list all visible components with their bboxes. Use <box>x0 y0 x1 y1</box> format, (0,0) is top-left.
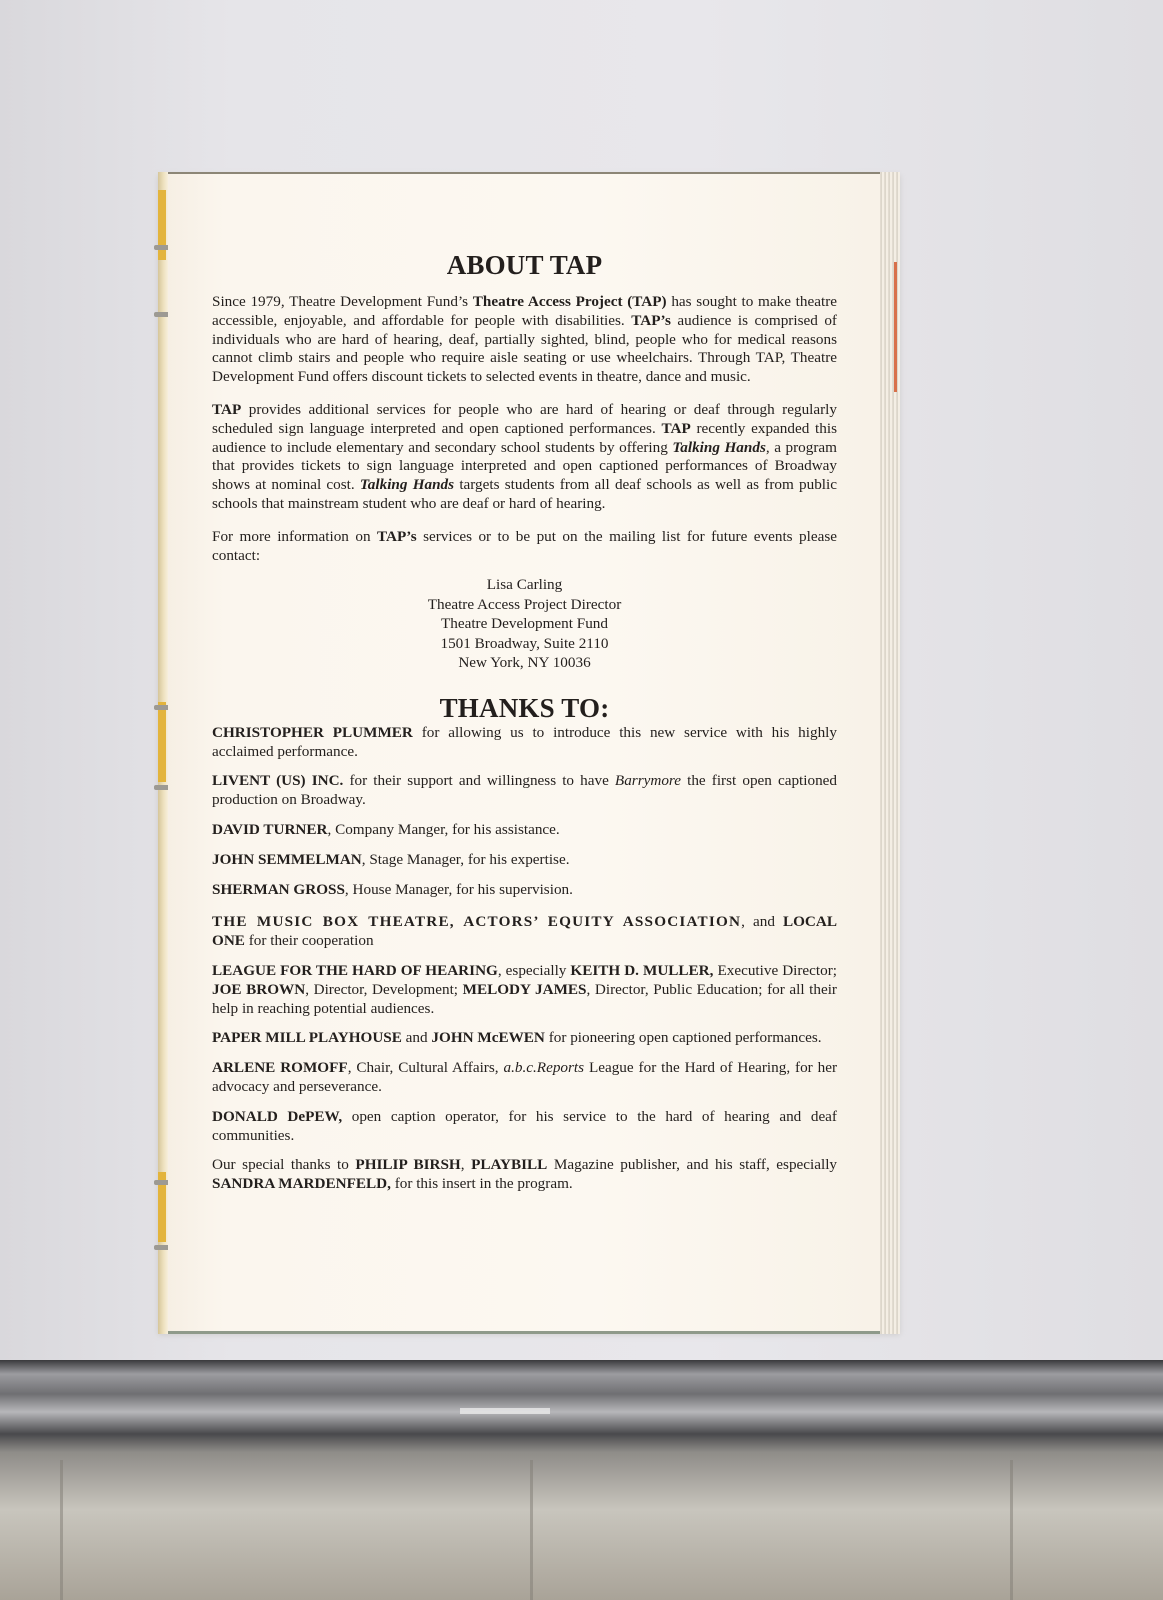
scanner-streak <box>530 1460 533 1600</box>
about-paragraph-2: TAP provides additional services for people who are hard of hearing or deaf through regularly scheduled sign language interpreted and open captioned performances. TAP recently expanded this audience to include elementary and secondary school students by offering Talking Hands, a program that provides tickets to sign language interpreted and open captioned performances of Broadway shows at nominal cost. Talking Hands targets students from all deaf schools as well as from public schools that mainstream student who are deaf or hard of hearing. <box>212 400 837 512</box>
thanks-plummer: CHRISTOPHER PLUMMER for allowing us to introduce this new service with his highly acclaimed performance. <box>212 723 837 760</box>
scanner-lid-edge <box>0 1360 1163 1600</box>
thanks-heading: THANKS TO: <box>439 692 610 723</box>
program-insert-page <box>168 172 880 1334</box>
thanks-gross: SHERMAN GROSS, House Manager, for his supervision. <box>212 880 573 898</box>
thanks-turner: DAVID TURNER, Company Manger, for his assistance. <box>212 821 560 839</box>
thanks-paper-mill: PAPER MILL PLAYHOUSE and JOHN McEWEN for pioneering open captioned performances. <box>212 1029 822 1047</box>
thanks-music-box: THE MUSIC BOX THEATRE, ACTORS’ EQUITY ASSOCIATION, and LOCAL ONE for their cooperation <box>212 913 837 950</box>
contact-org: Theatre Development Fund <box>440 615 608 633</box>
contact-role: Theatre Access Project Director <box>427 595 622 613</box>
booklet-page-edges <box>878 172 900 1334</box>
contact-city: New York, NY 10036 <box>458 654 591 672</box>
cover-accent <box>894 262 897 392</box>
thanks-league: LEAGUE FOR THE HARD OF HEARING, especially KEITH D. MULLER, Executive Director; JOE BROWN, Director, Development; MELODY JAMES, Director, Public Education; for all their help in reaching potential audiences. <box>212 962 838 1017</box>
thanks-depew: DONALD DePEW, open caption operator, for his service to the hard of hearing and deaf communities. <box>212 1107 837 1144</box>
scanner-streak <box>60 1460 63 1600</box>
binding-tab <box>158 702 166 782</box>
contact-block <box>212 575 837 673</box>
thanks-semmelman: JOHN SEMMELMAN, Stage Manager, for his expertise. <box>212 850 570 868</box>
contact-street: 1501 Broadway, Suite 2110 <box>440 634 609 652</box>
thanks-special: Our special thanks to PHILIP BIRSH, PLAYBILL Magazine publisher, and his staff, especially SANDRA MARDENFELD, for this insert in the program. <box>212 1156 838 1193</box>
thanks-romoff: ARLENE ROMOFF, Chair, Cultural Affairs, a.b.c.Reports League for the Hard of Hearing, for her advocacy and perseverance. <box>212 1059 838 1096</box>
contact-name: Lisa Carling <box>486 576 563 594</box>
scanner-streak <box>1010 1460 1013 1600</box>
about-heading: ABOUT TAP <box>446 250 603 280</box>
about-paragraph-3: For more information on TAP’s services or to be put on the mailing list for future events please contact: <box>212 527 837 564</box>
thanks-livent: LIVENT (US) INC. for their support and willingness to have Barrymore the first open captioned production on Broadway. <box>212 772 838 809</box>
page-content <box>212 250 837 1194</box>
scanner-glint <box>460 1408 550 1414</box>
booklet-spine <box>158 172 168 1334</box>
about-paragraph-1: Since 1979, Theatre Development Fund’s Theatre Access Project (TAP) has sought to make theatre accessible, enjoyable, and affordable for people with disabilities. TAP’s audience is comprised of individuals who are hard of hearing, deaf, partially sighted, blind, people who for medical reasons cannot climb stairs and people who require aisle seating or use wheelchairs. Through TAP, Theatre Development Fund offers discount tickets to selected events in theatre, dance and music. <box>212 293 837 386</box>
